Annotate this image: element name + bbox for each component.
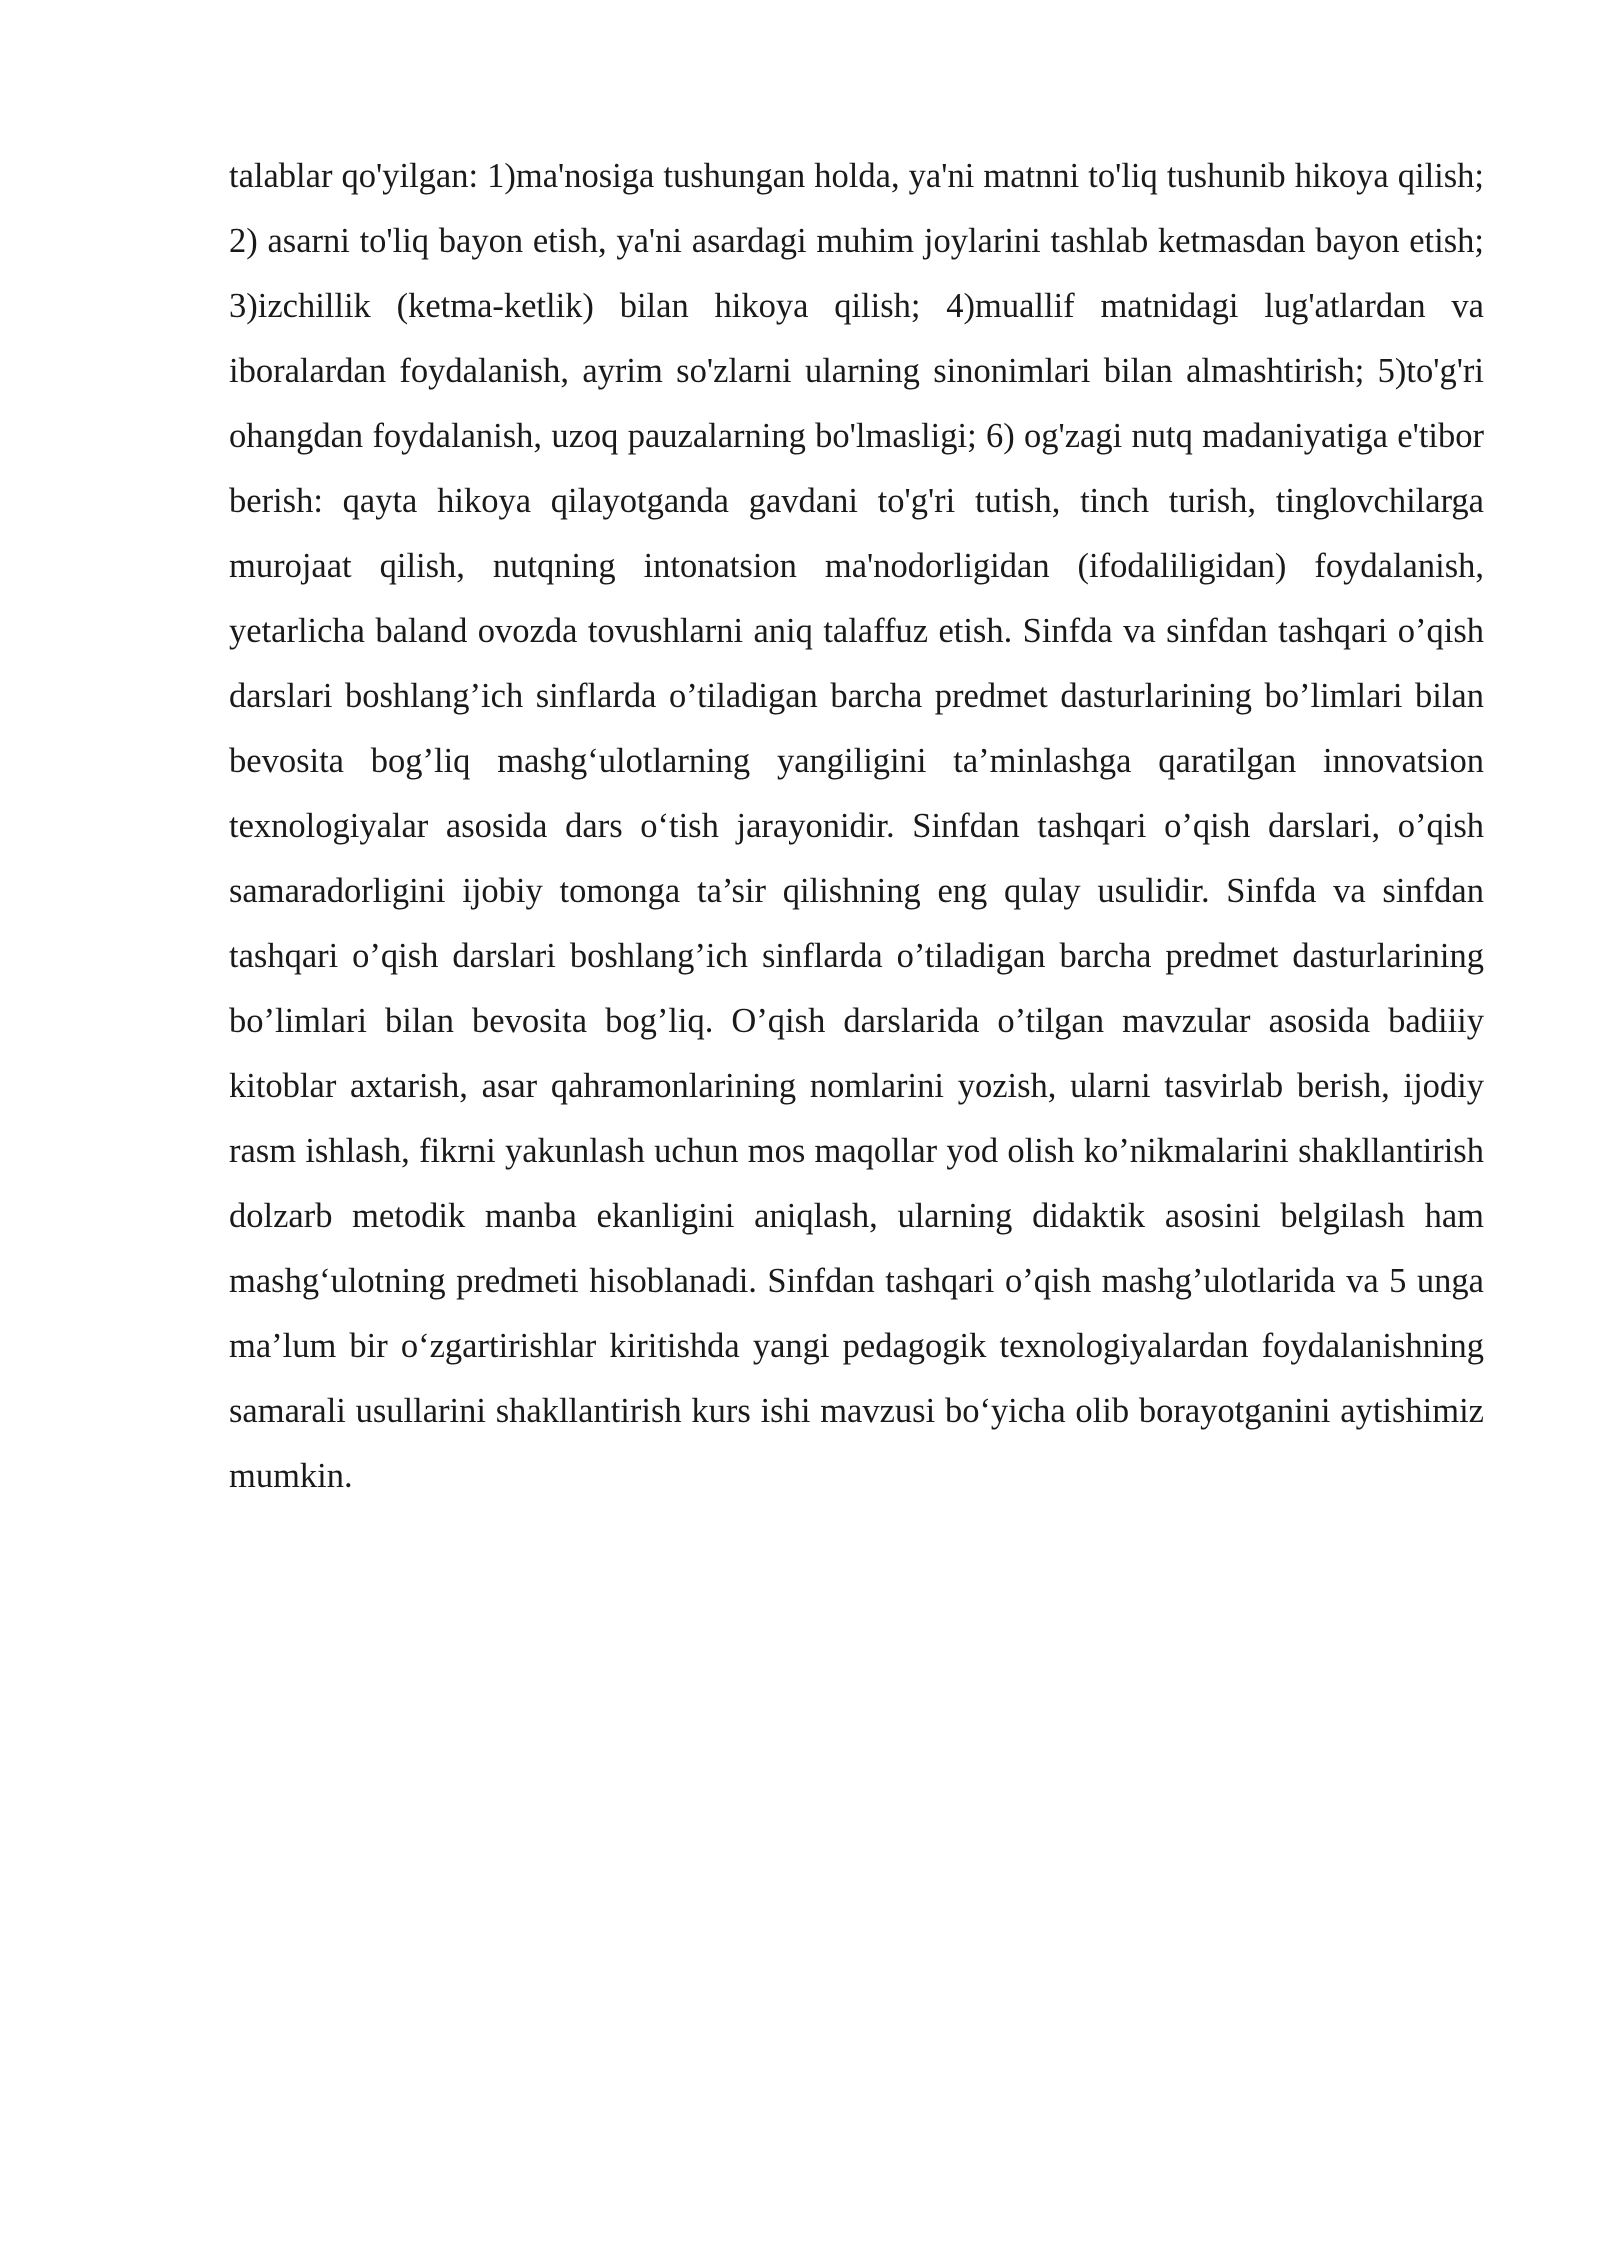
- body-paragraph: talablar qo'yilgan: 1)ma'nosiga tushungan holda, ya'ni matnni to'liq tushunib hikoya qilish; 2) asarni to'liq bayon etish, ya'ni asardagi muhim joylarini tashlab ketmasdan bayon etish; 3)izchillik (ketma-ketlik) bilan hikoya qilish; 4)muallif matnidagi lug'atlardan va iboralardan foydalanish, ayrim so'zlarni ularning sinonimlari bilan almashtirish; 5)to'g'ri ohangdan foydalanish, uzoq pauzalarning bo'lmasligi; 6) og'zagi nutq madaniyatiga e'tibor berish: qayta hikoya qilayotganda gavdani to'g'ri tutish, tinch turish, tinglovchilarga murojaat qilish, nutqning intonatsion ma'nodorligidan (ifodaliligidan) foydalanish, yetarlicha baland ovozda tovushlarni aniq talaffuz etish. Sinfda va sinfdan tashqari o’qish darslari boshlang’ich sinflarda o’tiladigan barcha predmet dasturlarining bo’limlari bilan bevosita bog’liq mashg‘ulotlarning yangiligini ta’minlashga qaratilgan innovatsion texnologiyalar asosida dars o‘tish jarayonidir. Sinfdan tashqari o’qish darslari, o’qish samaradorligini ijobiy tomonga ta’sir qilishning eng qulay usulidir. Sinfda va sinfdan tashqari o’qish darslari boshlang’ich sinflarda o’tiladigan barcha predmet dasturlarining bo’limlari bilan bevosita bog’liq. O’qish darslarida o’tilgan mavzular asosida badiiiy kitoblar axtarish, asar qahramonlarining nomlarini yozish, ularni tasvirlab berish, ijodiy rasm ishlash, fikrni yakunlash uchun mos maqollar yod olish ko’nikmalarini shakllantirish dolzarb metodik manba ekanligini aniqlash, ularning didaktik asosini belgilash ham mashg‘ulotning predmeti hisoblanadi. Sinfdan tashqari o’qish mashg’ulotlarida va 5 unga ma’lum bir o‘zgartirishlar kiritishda yangi pedagogik texnologiyalardan foydalanishning samarali usullarini shakllantirish kurs ishi mavzusi bo‘yicha olib borayotganini aytishimiz mumkin.: [229, 157, 1484, 1495]
